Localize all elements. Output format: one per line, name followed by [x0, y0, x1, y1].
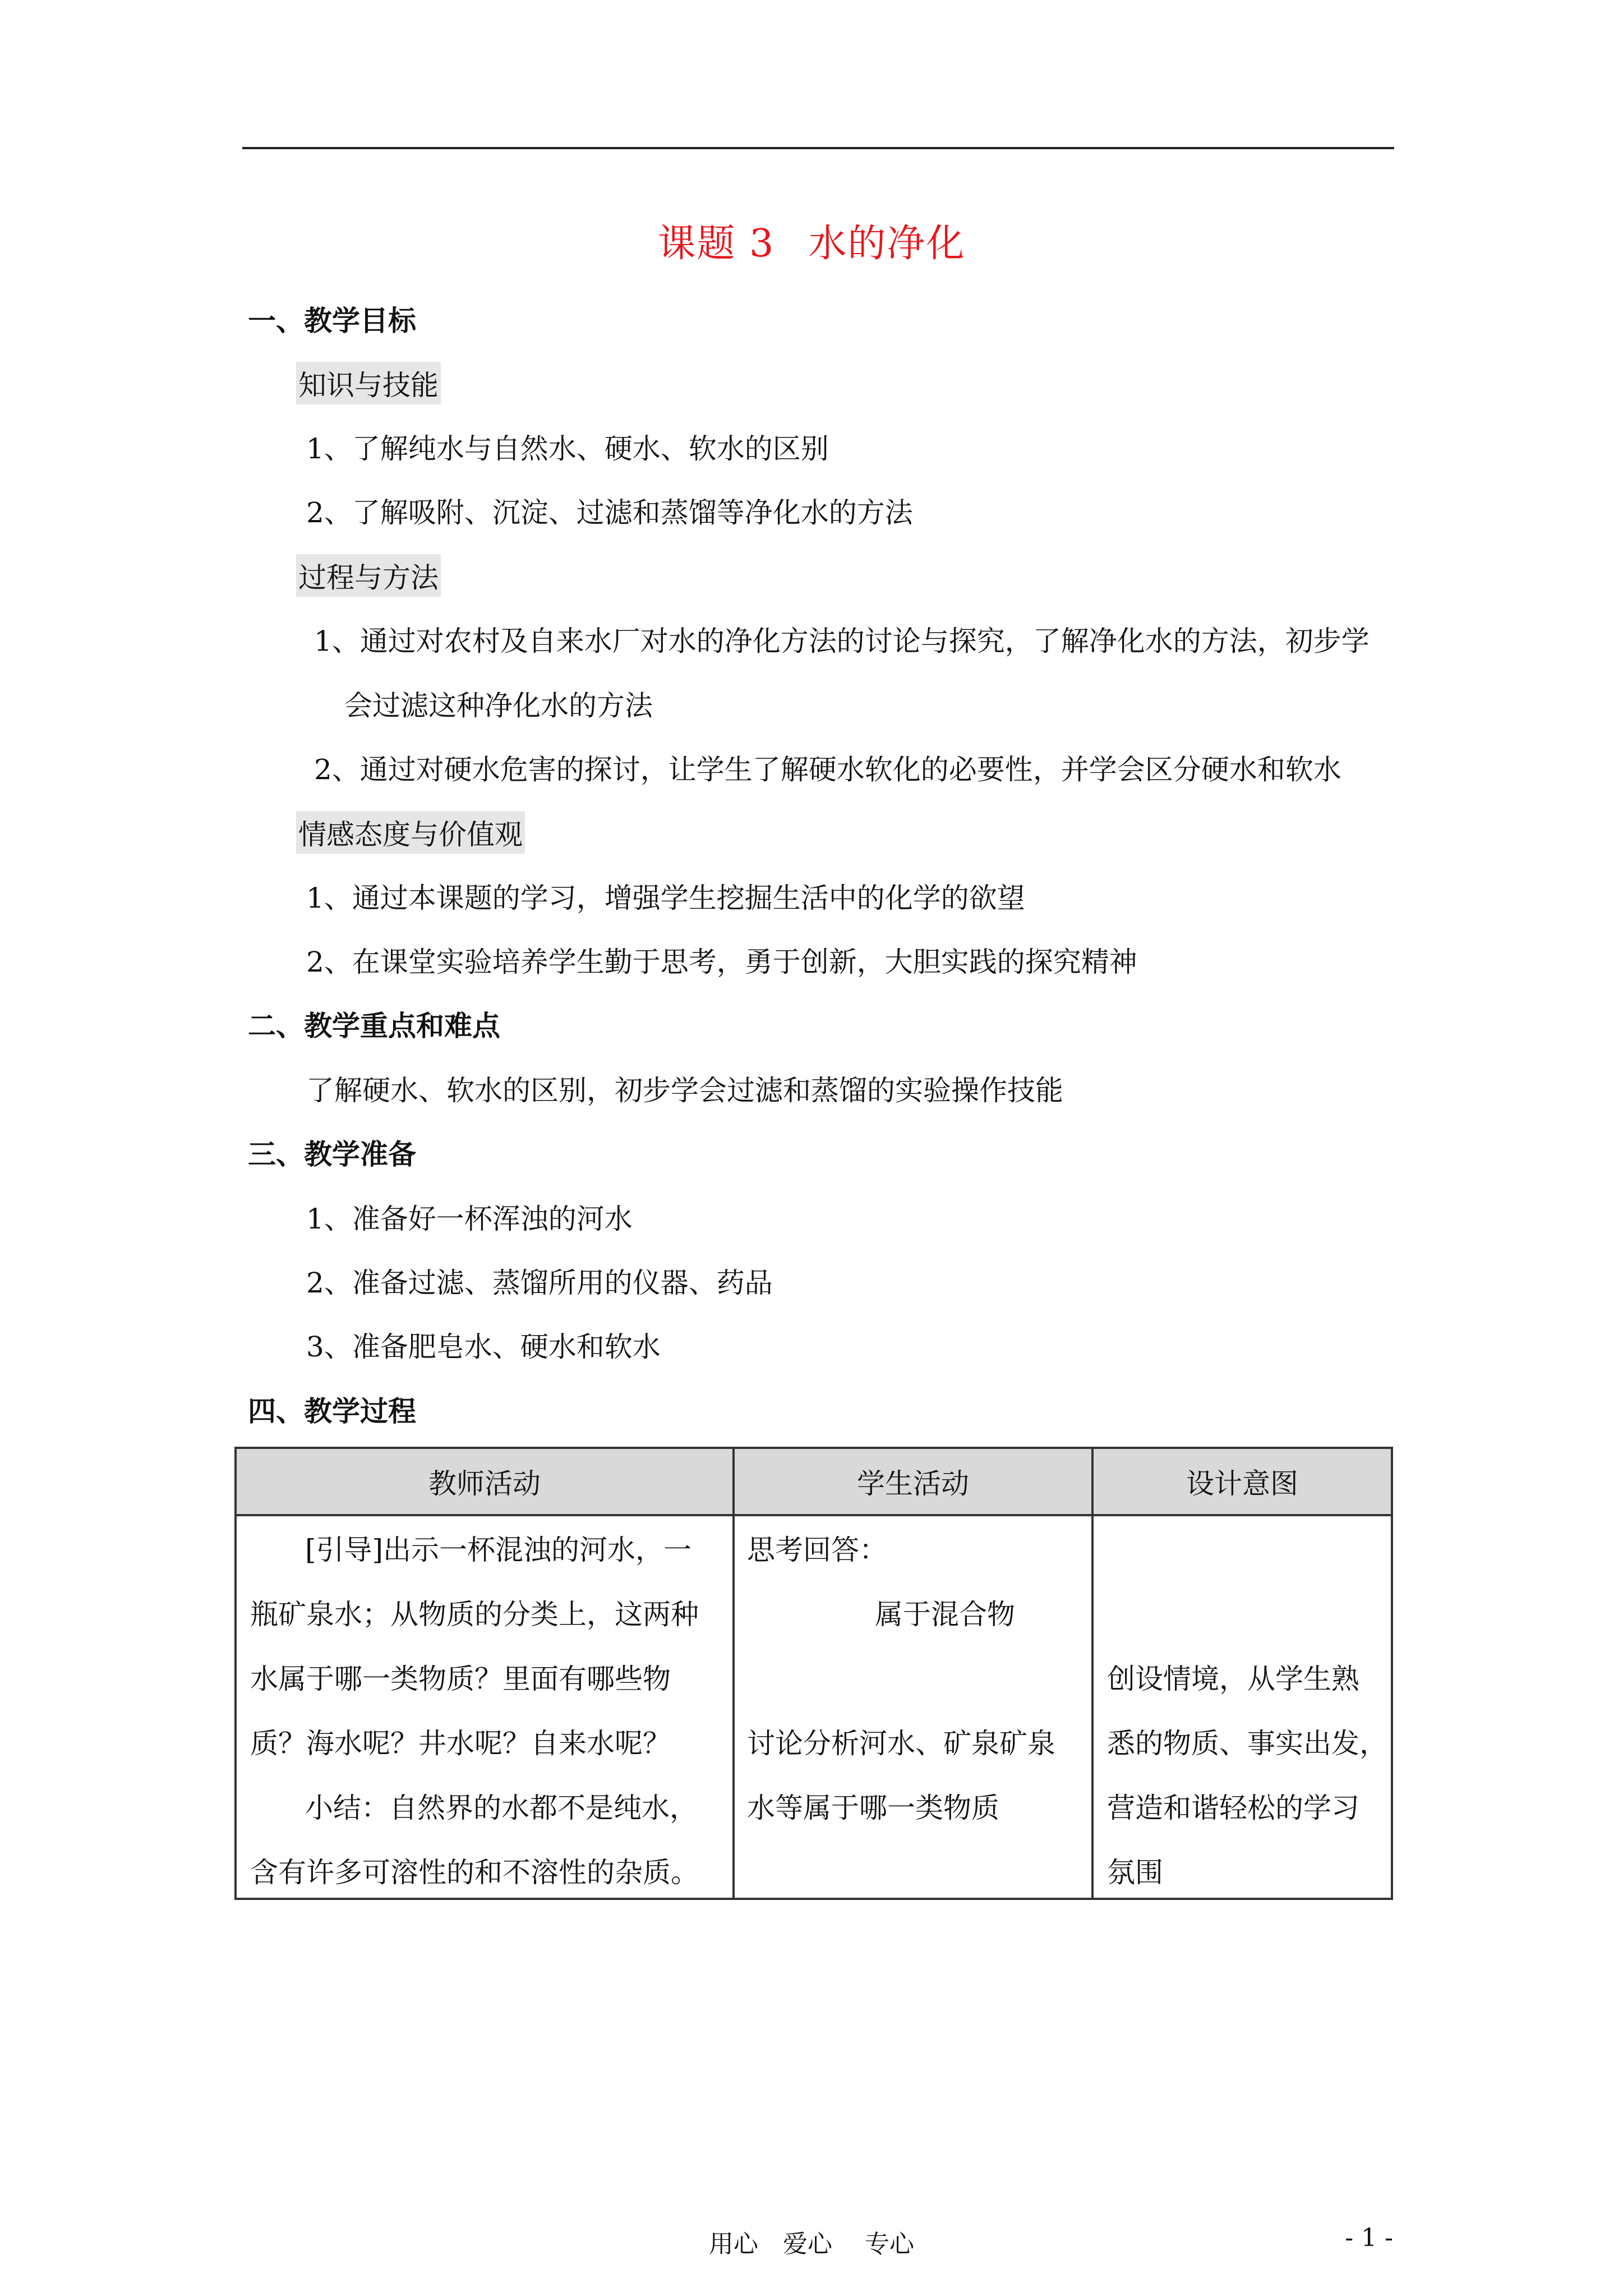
objective-item-continued: 会过滤这种净化水的方法 — [344, 689, 653, 722]
page-title: 课题 3 水的净化 — [657, 222, 966, 266]
section-heading-objectives: 一、教学目标 — [248, 304, 416, 337]
cell-text-line: 讨论分析河水、矿泉矿泉 — [747, 1727, 1055, 1760]
objective-item: 1、通过本课题的学习，增强学生挖掘生活中的化学的欲望 — [306, 882, 1025, 914]
objective-item: 2、了解吸附、沉淀、过滤和蒸馏等净化水的方法 — [306, 496, 913, 529]
subheading-knowledge: 知识与技能 — [296, 362, 441, 404]
table-row — [236, 1515, 1392, 1899]
section-heading-process: 四、教学过程 — [248, 1395, 416, 1428]
subheading-emotion: 情感态度与价值观 — [296, 811, 525, 854]
cell-text-line: 氛围 — [1107, 1856, 1163, 1889]
cell-student-activity — [734, 1515, 1092, 1899]
header-student-activity: 学生活动 — [734, 1448, 1092, 1515]
cell-text-line: 小结：自然界的水都不是纯水， — [305, 1792, 698, 1824]
cell-text-line: 质？海水呢？井水呢？自来水呢？ — [250, 1727, 671, 1760]
teaching-process-table — [234, 1447, 1393, 1900]
cell-text-line: 属于混合物 — [875, 1598, 1015, 1631]
header-teacher-activity: 教师活动 — [236, 1448, 734, 1515]
subheading-process: 过程与方法 — [296, 554, 441, 597]
objective-item: 2、通过对硬水危害的探讨，让学生了解硬水软化的必要性，并学会区分硬水和软水 — [314, 753, 1341, 786]
cell-text-line: 悉的物质、事实出发， — [1107, 1727, 1387, 1760]
cell-text-line: 水属于哪一类物质？里面有哪些物 — [250, 1663, 671, 1695]
table-header-row — [236, 1448, 1392, 1515]
section-heading-key-points: 二、教学重点和难点 — [248, 1009, 500, 1042]
footer-motto: 用心 爱心 专心 — [709, 2230, 914, 2258]
cell-text-line: 创设情境，从学生熟 — [1107, 1663, 1359, 1695]
cell-teacher-activity — [236, 1515, 734, 1899]
cell-text-line: 营造和谐轻松的学习 — [1107, 1792, 1359, 1824]
header-rule — [242, 147, 1394, 149]
objective-item: 1、通过对农村及自来水厂对水的净化方法的讨论与探究，了解净化水的方法，初步学 — [314, 625, 1370, 657]
cell-text-line: [引导]出示一杯混浊的河水，一 — [305, 1534, 692, 1566]
page-number: - 1 - — [1345, 2224, 1393, 2252]
preparation-item: 2、准备过滤、蒸馏所用的仪器、药品 — [306, 1267, 773, 1299]
cell-design-intent — [1092, 1515, 1392, 1899]
cell-text-line: 思考回答： — [747, 1534, 887, 1566]
cell-text-line: 瓶矿泉水；从物质的分类上，这两种 — [250, 1598, 699, 1631]
objective-item: 1、了解纯水与自然水、硬水、软水的区别 — [306, 432, 829, 465]
objective-item: 2、在课堂实验培养学生勤于思考，勇于创新，大胆实践的探究精神 — [306, 946, 1137, 978]
cell-text-line: 含有许多可溶性的和不溶性的杂质。 — [250, 1856, 699, 1889]
cell-text-line: 水等属于哪一类物质 — [747, 1792, 999, 1824]
key-points-text: 了解硬水、软水的区别，初步学会过滤和蒸馏的实验操作技能 — [306, 1074, 1063, 1107]
header-design-intent: 设计意图 — [1092, 1448, 1392, 1515]
preparation-item: 1、准备好一杯浑浊的河水 — [306, 1203, 633, 1235]
preparation-item: 3、准备肥皂水、硬水和软水 — [306, 1331, 661, 1363]
section-heading-preparation: 三、教学准备 — [248, 1138, 416, 1171]
